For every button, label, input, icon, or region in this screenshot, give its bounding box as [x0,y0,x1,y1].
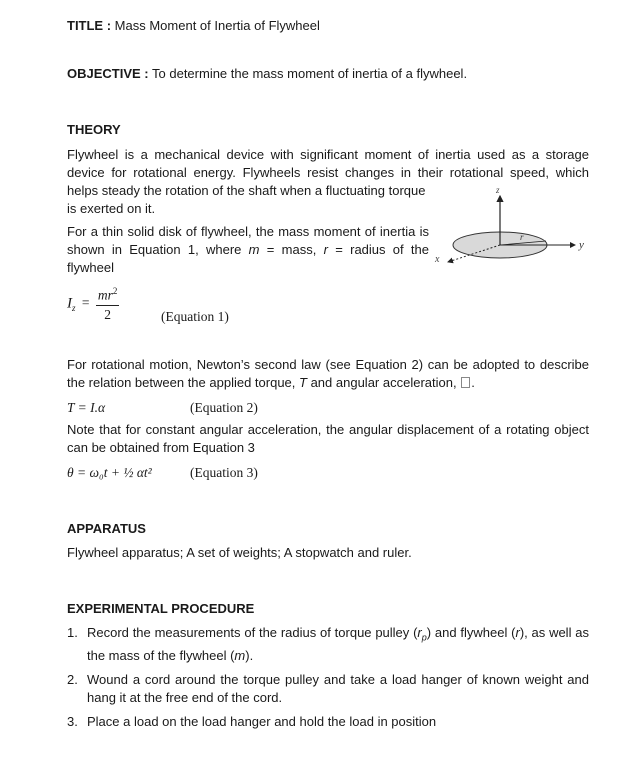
procedure-step-1 [67,624,589,665]
eq1-equals: = [81,295,90,311]
p2-var-r: r [323,242,328,257]
procedure-step-3 [67,713,589,731]
step-1-var-m: m [234,647,246,663]
flywheel-diagram [430,182,590,272]
p3-text-c: . [471,375,475,390]
apparatus-text: Flywheel apparatus; A set of weights; A stopwatch and ruler. [67,545,412,560]
eq1-numerator [96,286,120,306]
title-label: TITLE : [67,18,112,33]
step-1-var-rp-sub: p [421,632,427,643]
step-1-text-a: Record the measurements of the radius of torque pulley ( [87,625,418,640]
equation-2: T = I.α [67,400,106,415]
step-1-text-b: ) and flywheel ( [426,625,516,640]
objective-line [67,66,467,81]
theory-paragraph-2 [67,223,429,277]
eq1-denominator: 2 [104,306,112,322]
eq3-tag: (Equation 3) [190,465,258,480]
procedure-heading: EXPERIMENTAL PROCEDURE [67,601,255,616]
step-3-text: Place a load on the load hanger and hold the load in position [87,713,437,729]
procedure-list [67,624,589,737]
theory-paragraph-1-wrap: helps steady the rotation of the shaft when a fluctuating torque is exerted on it. [67,183,426,216]
eq2-tag: (Equation 2) [190,400,258,415]
step-1-text-d: ). [245,647,254,663]
step-1-number: 1. [67,625,78,640]
step-2-number: 2. [67,671,78,687]
p2-text-b: = mass, [259,242,324,257]
eq1-num-sup: 2 [112,286,118,296]
eq1-fraction [96,286,120,323]
theory-paragraph-3 [67,356,589,392]
step-1-var-rp: r [417,625,422,640]
step-2-text: Wound a cord around the torque pulley and take a load hanger of known weight and hang it at the free end of the cord. [87,671,589,705]
objective-text: To determine the mass moment of inertia of a flywheel. [152,66,468,81]
p2-text-c: = radius of the flywheel [67,242,429,275]
title-line [67,18,320,33]
procedure-step-2 [67,671,589,707]
theory-paragraph-1: Flywheel is a mechanical device with significant moment of inertia used as a storage device for rotational energy. Flywheels resist changes in their rotational speed, which [67,147,589,180]
p3-text-b: and angular acceleration, [306,375,461,390]
objective-label: OBJECTIVE : [67,66,149,81]
step-3-number: 3. [67,713,78,729]
eq1-tag: (Equation 1) [161,309,229,324]
title-text: Mass Moment of Inertia of Flywheel [114,18,320,33]
theory-heading: THEORY [67,122,121,137]
y-label: y [579,239,584,251]
step-1-text-c: ), as well as the mass of the flywheel ( [87,625,589,663]
equation-3: θ = ω₀t + ½ αt² [67,465,152,480]
step-1-var-r: r [515,625,520,640]
eq1-sub: z [72,303,76,314]
theory-paragraph-4: Note that for constant angular acceleration, the angular displacement of a rotating object can be obtained from Equation 3 [67,422,589,455]
equation-1 [67,286,119,323]
eq1-lhs: I [67,295,72,312]
apparatus-heading: APPARATUS [67,521,146,536]
p3-text-a: For rotational motion, Newton’s second law (see Equation 2) can be adopted to describe the relation between the applied torque, [67,357,589,390]
z-label: z [496,185,500,195]
eq1-num-text: mr [97,287,113,303]
p2-var-m: m [248,242,260,257]
r-label: r [520,232,524,242]
p3-var-t: T [299,375,307,390]
x-label: x [435,254,440,265]
missing-glyph-box [461,377,470,388]
p2-text-a: For a thin solid disk of flywheel, the mass moment of inertia is shown in Equation 1, where [67,224,429,257]
